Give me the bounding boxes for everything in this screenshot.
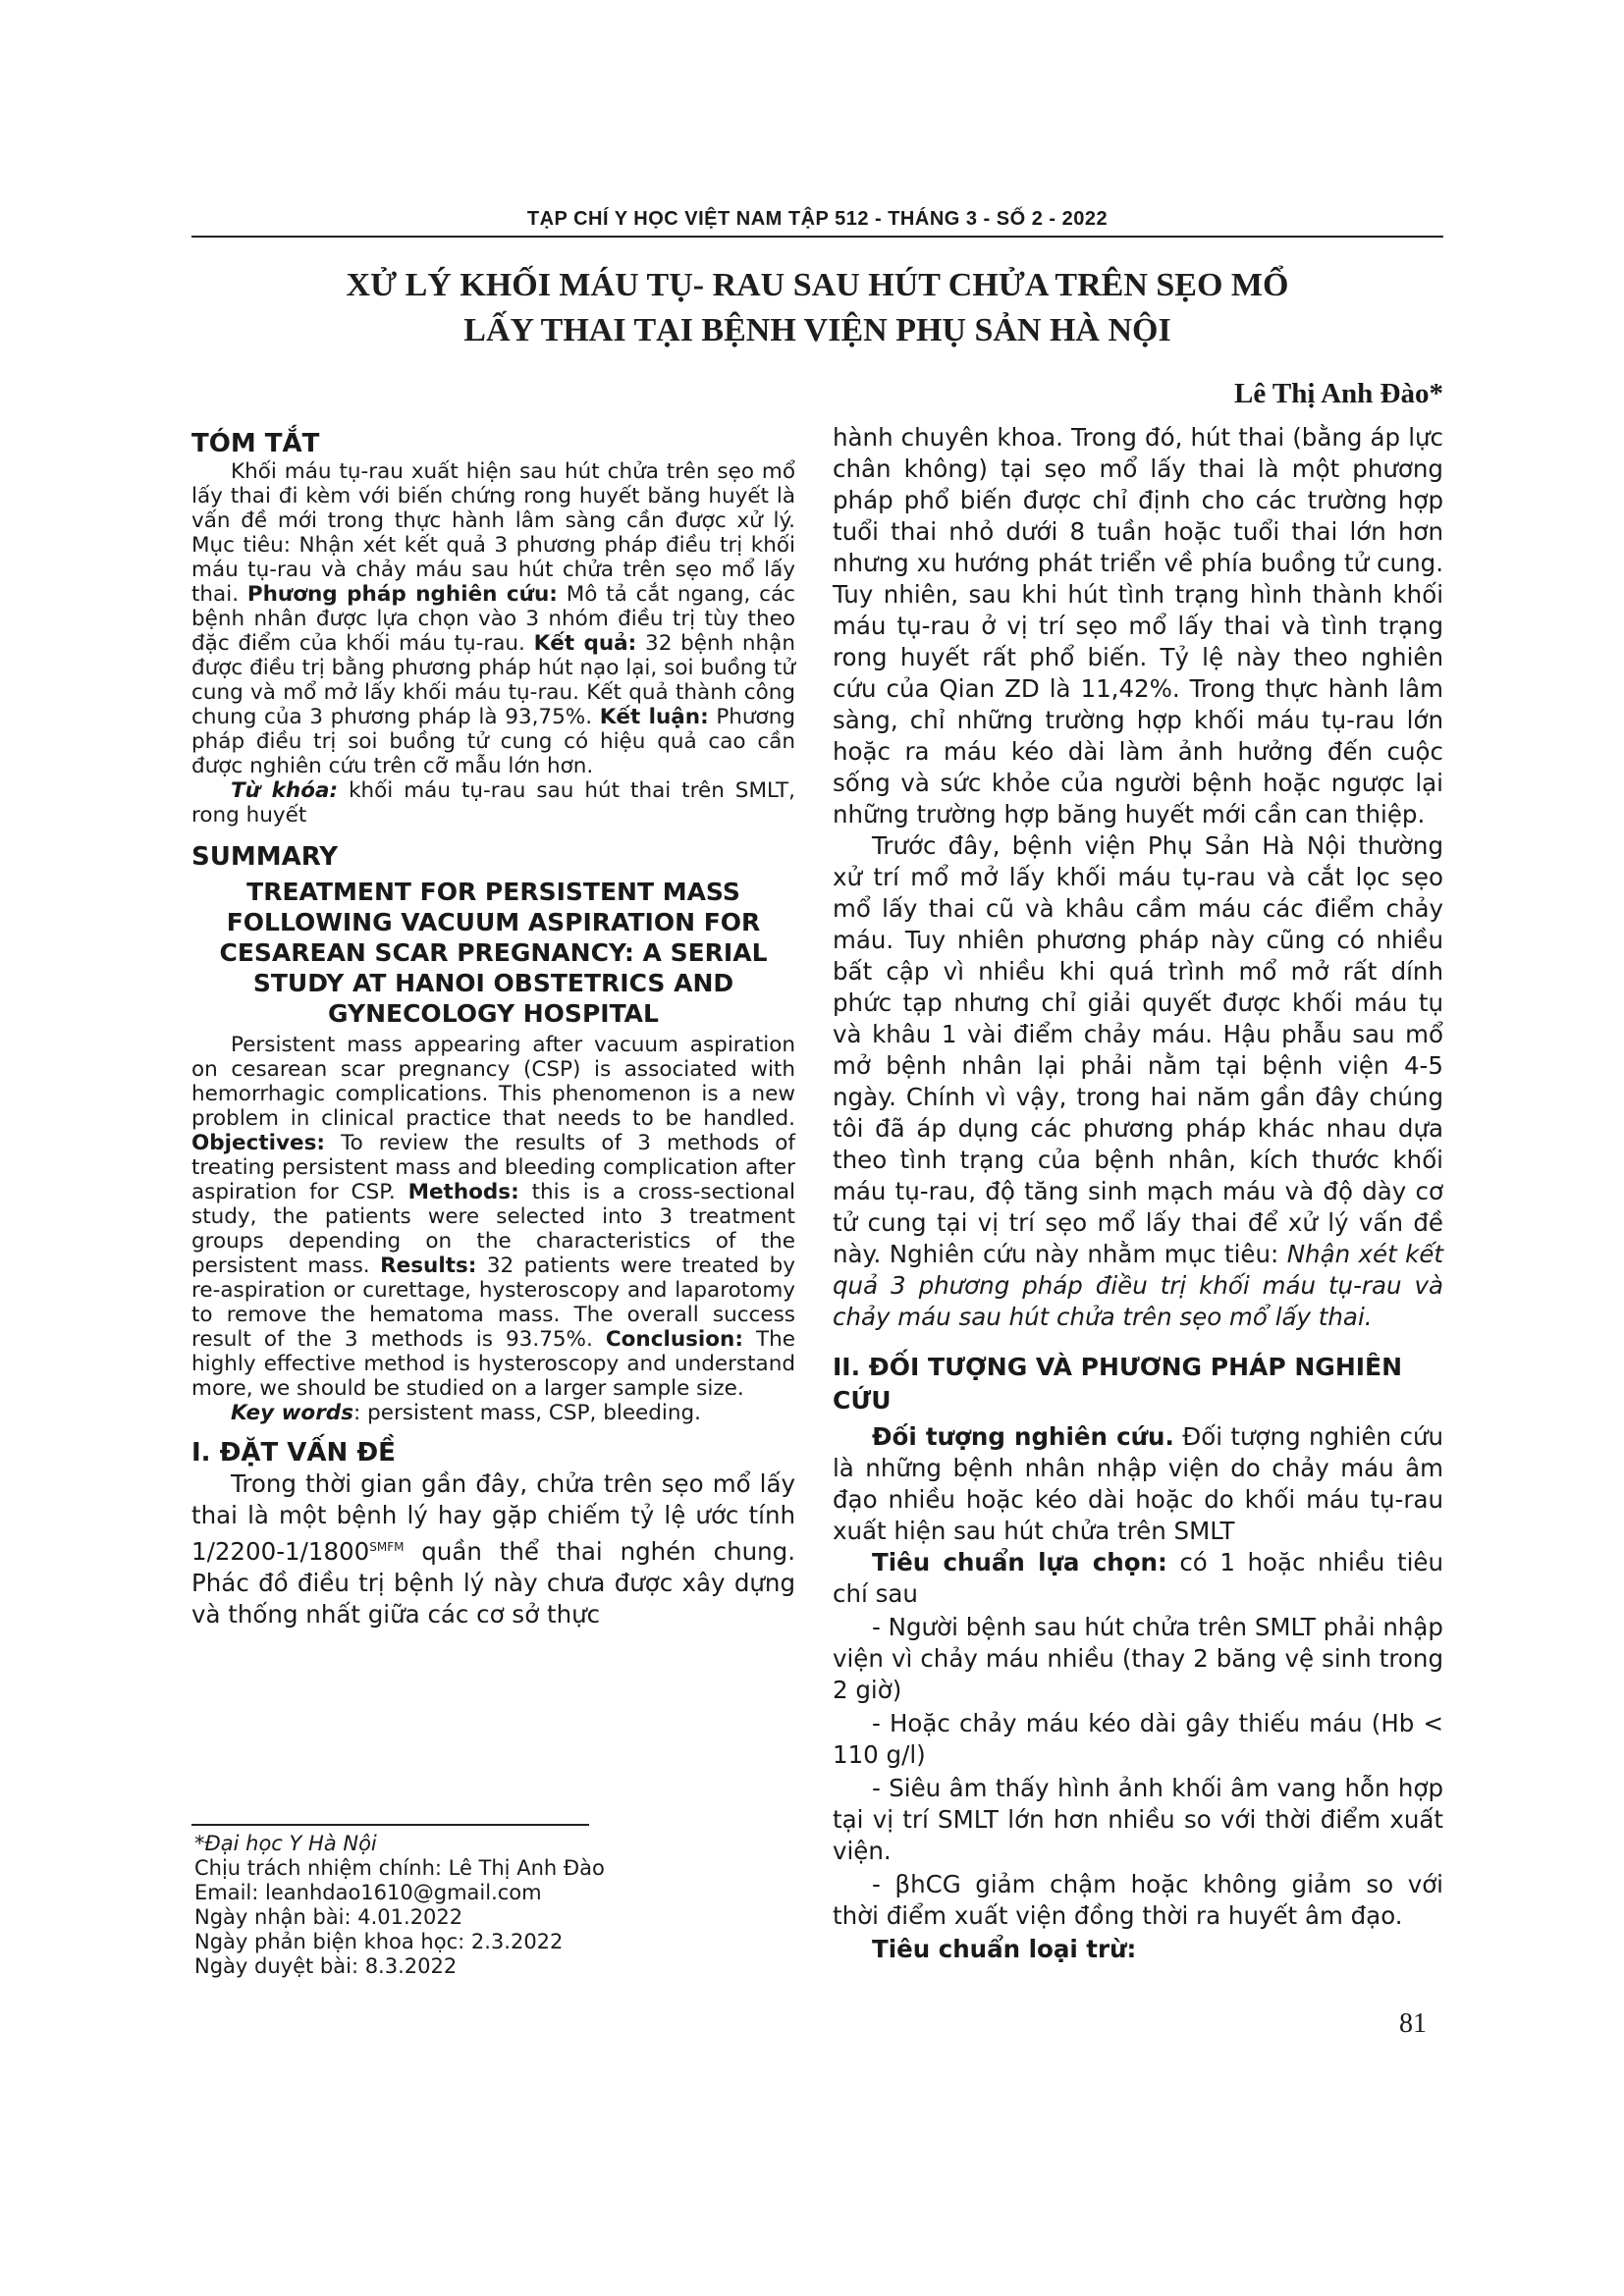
journal-header: TẠP CHÍ Y HỌC VIỆT NAM TẬP 512 - THÁNG 3 - SỐ 2 - 2022 xyxy=(526,208,1109,230)
intro-p1-a: Trong thời gian gần đây, chửa trên sẹo mổ lấy thai là một bệnh lý hay gặp chiếm tỷ lệ ước tính 1/2200-1/1800 xyxy=(191,1469,795,1567)
abstract-vi-conclusion-text: Phương pháp điều trị soi buồng tử cung có hiệu quả cao cần được nghiên cứu trên cỡ mẫu lớn hơn. xyxy=(191,705,795,778)
summary-conclusion-text: The highly effective method is hysteroscopy and understand more, we should be studied on a larger sample size. xyxy=(191,1327,795,1401)
subjects-label: Đối tượng nghiên cứu. xyxy=(872,1422,1174,1451)
exclusion-label: Tiêu chuẩn loại trừ: xyxy=(872,1935,1137,1963)
criterion-item: - Siêu âm thấy hình ảnh khối âm vang hỗn hợp tại vị trí SMLT lớn hơn nhiều so với thời điểm xuất viện. xyxy=(833,1774,1443,1865)
page-number: 81 xyxy=(1399,2008,1427,2039)
criterion-item: - Người bệnh sau hút chửa trên SMLT phải nhập viện vì chảy máu nhiều (thay 2 băng vệ sinh trong 2 giờ) xyxy=(833,1613,1443,1704)
title-line-2: LẤY THAI TẠI BỆNH VIỆN PHỤ SẢN HÀ NỘI xyxy=(463,312,1171,348)
summary-intro: Persistent mass appearing after vacuum aspiration on cesarean scar pregnancy (CSP) is associated with hemorrhagic complications. This phenomenon is a new problem in clinical practice that needs to be handled. xyxy=(191,1033,795,1131)
footnote-received: Ngày nhận bài: 4.01.2022 xyxy=(194,1905,463,1929)
abstract-vi-methods-text: Mô tả cắt ngang, các bệnh nhân được lựa chọn vào 3 nhóm điều trị tùy theo đặc điểm của khối máu tụ-rau. xyxy=(191,582,796,656)
abstract-vi-conclusion-label: Kết luận: xyxy=(599,705,709,729)
summary-objectives-text: To review the results of 3 methods of treating persistent mass and bleeding complication after aspiration for CSP. xyxy=(191,1131,795,1204)
inclusion-label: Tiêu chuẩn lựa chọn: xyxy=(872,1548,1167,1576)
footnote-approved: Ngày duyệt bài: 8.3.2022 xyxy=(194,1954,458,1978)
criterion-item: - βhCG giảm chậm hoặc không giảm so với thời điểm xuất viện đồng thời ra huyết âm đạo. xyxy=(833,1870,1443,1930)
keywords-en-label: Key words xyxy=(231,1401,353,1425)
footnote-email: Email: leanhdao1610@gmail.com xyxy=(194,1881,542,1904)
footnotes xyxy=(194,1832,784,1979)
footnote-responsible: Chịu trách nhiệm chính: Lê Thị Anh Đào xyxy=(194,1856,605,1880)
left-column xyxy=(191,422,795,1630)
abstract-vi-keywords xyxy=(191,778,795,828)
intro-paragraph-1-continued: hành chuyên khoa. Trong đó, hút thai (bằng áp lực chân không) tại sẹo mổ lấy thai là một phương pháp phổ biến được chỉ định cho các trường hợp tuổi thai nhỏ dưới 8 tuần hoặc tuổi thai lớn hơn nhưng xu hướng phát triển về phía buồng tử cung. Tuy nhiên, sau khi hút tình trạng hình thành khối máu tụ-rau ở vị trí sẹo mổ lấy thai và tình trạng rong huyết rất phổ biến. Tỷ lệ này theo nghiên cứu của Qian ZD là 11,42%. Trong thực hành lâm sàng, chỉ những trường hợp khối máu tụ-rau lớn hoặc ra máu kéo dài làm ảnh hưởng đến cuộc sống và sức khỏe của người bệnh hoặc ngược lại những trường hợp băng huyết mới cần can thiệp. xyxy=(833,423,1443,828)
footnote-rule xyxy=(191,1824,589,1826)
exclusion-paragraph xyxy=(833,1934,1443,1965)
inclusion-text: có 1 hoặc nhiều tiêu chí sau xyxy=(833,1548,1443,1608)
criterion-item: - Hoặc chảy máu kéo dài gây thiếu máu (Hb < 110 g/l) xyxy=(833,1709,1443,1769)
intro-p1-superscript: SMFM xyxy=(369,1540,405,1554)
author-name: Lê Thị Anh Đào* xyxy=(1233,378,1443,409)
footnote-affiliation: *Đại học Y Hà Nội xyxy=(194,1832,377,1855)
intro-p2-objective: Nhận xét kết quả 3 phương pháp điều trị khối máu tụ-rau và chảy máu sau hút chửa trên sẹo mổ lấy thai. xyxy=(833,1240,1443,1331)
abstract-heading: TÓM TẮT xyxy=(191,429,320,458)
methods-heading: II. ĐỐI TƯỢNG VÀ PHƯƠNG PHÁP NGHIÊN CỨU xyxy=(833,1353,1403,1415)
summary-conclusion-label: Conclusion: xyxy=(605,1327,743,1352)
article-title xyxy=(191,263,1443,353)
keywords-vi-label: Từ khóa: xyxy=(231,778,339,803)
right-column xyxy=(833,422,1443,1965)
inclusion-paragraph xyxy=(833,1547,1443,1610)
intro-p1-b: quần thể thai nghén chung. Phác đồ điều trị bệnh lý này chưa được xây dựng và thống nhất giữa các cơ sở thực xyxy=(191,1537,795,1629)
subjects-paragraph xyxy=(833,1421,1443,1547)
subjects-text: Đối tượng nghiên cứu là những bệnh nhân nhập viện do chảy máu âm đạo nhiều hoặc kéo dài hoặc do khối máu tụ-rau xuất hiện sau hút chửa trên SMLT xyxy=(833,1422,1443,1545)
keywords-vi-text: khối máu tụ-rau sau hút thai trên SMLT, rong huyết xyxy=(191,778,795,828)
footnote-reviewed: Ngày phản biện khoa học: 2.3.2022 xyxy=(194,1930,564,1953)
abstract-vi-methods-label: Phương pháp nghiên cứu: xyxy=(246,582,558,607)
abstract-vi-intro: Khối máu tụ-rau xuất hiện sau hút chửa trên sẹo mổ lấy thai đi kèm với biến chứng rong huyết băng huyết là vấn đề mới trong thực hành lâm sàng cần được xử lý. Mục tiêu: Nhận xét kết quả 3 phương pháp điều trị khối máu tụ-rau và chảy máu sau hút chửa trên sẹo mổ lấy thai. xyxy=(191,459,795,607)
summary-results-label: Results: xyxy=(380,1254,477,1278)
summary-objectives-label: Objectives: xyxy=(191,1131,326,1155)
intro-paragraph-1 xyxy=(191,1468,795,1630)
intro-p2-text: Trước đây, bệnh viện Phụ Sản Hà Nội thường xử trí mổ mở lấy khối máu tụ-rau và cắt lọc sẹo mổ lấy thai cũ và khâu cầm máu các điểm chảy máu. Tuy nhiên phương pháp này cũng có nhiều bất cập vì nhiều khi quá trình mổ mở rất dính phức tạp nhưng chỉ giải quyết được khối máu tụ và khâu 1 vài điểm chảy máu. Hậu phẫu sau mổ mở bệnh nhân lại phải nằm tại bệnh viện 4-5 ngày. Chính vì vậy, trong hai năm gần đây chúng tôi đã áp dụng các phương pháp khác nhau dựa theo tình trạng của bệnh nhân, kích thước khối máu tụ-rau, độ tăng sinh mạch máu và độ dày cơ tử cung tại vị trí sẹo mổ lấy thai để xử lý vấn đề này. Nghiên cứu này nhằm mục tiêu: xyxy=(833,831,1443,1268)
abstract-vi-results-label: Kết quả: xyxy=(533,631,637,656)
header-rule xyxy=(191,236,1443,238)
abstract-vi-results-text: 32 bệnh nhận được điều trị bằng phương pháp hút nạo lại, soi buồng tử cung và mổ mở lấy khối máu tụ-rau. Kết quả thành công chung của 3 phương pháp là 93,75%. xyxy=(191,631,795,729)
summary-heading: SUMMARY xyxy=(191,842,339,872)
keywords-en-text: : persistent mass, CSP, bleeding. xyxy=(353,1401,702,1425)
summary-text xyxy=(191,1033,795,1401)
title-line-1: XỬ LÝ KHỐI MÁU TỤ- RAU SAU HÚT CHỬA TRÊN SẸO MỔ xyxy=(346,267,1289,303)
summary-results-text: 32 patients were treated by re-aspiration or curettage, hysteroscopy and laparotomy to remove the hematoma mass. The overall success result of the 3 methods is 93.75%. xyxy=(191,1254,795,1352)
abstract-vi-text xyxy=(191,459,795,778)
intro-heading: I. ĐẶT VẤN ĐỀ xyxy=(191,1438,396,1468)
summary-keywords xyxy=(191,1401,795,1425)
summary-title: TREATMENT FOR PERSISTENT MASS FOLLOWING VACUUM ASPIRATION FOR CESAREAN SCAR PREGNANCY: A SERIAL STUDY AT HANOI OBSTETRICS AND GYNECOLOGY HOSPITAL xyxy=(219,878,768,1028)
summary-methods-text: this is a cross-sectional study, the patients were selected into 3 treatment groups depending on the characteristics of the persistent mass. xyxy=(191,1180,795,1278)
summary-methods-label: Methods: xyxy=(407,1180,519,1204)
intro-paragraph-2 xyxy=(833,830,1443,1333)
